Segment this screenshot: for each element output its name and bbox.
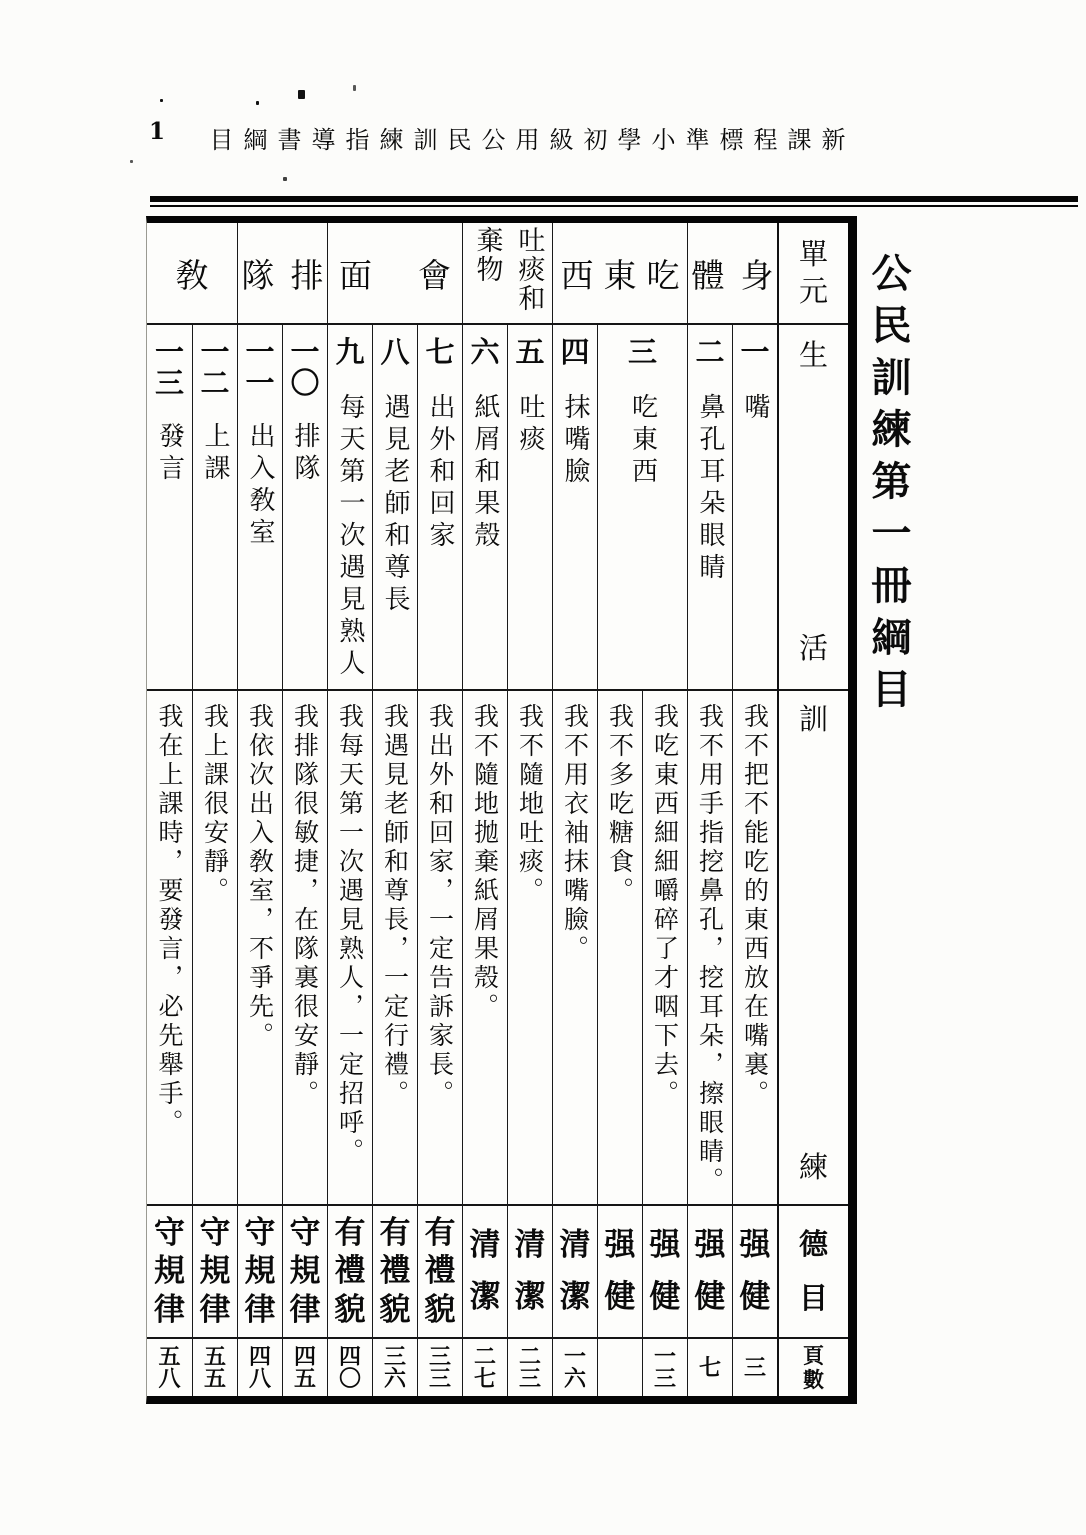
- rule-thin-line: [150, 205, 1078, 207]
- scan-speck: [160, 99, 163, 102]
- running-head: 新 課 程 標 準 小 學 初 級 用 公 民 訓 練 指 導 書 綱 目: [209, 126, 846, 154]
- statement-cell: [553, 691, 597, 1206]
- unit-header-eating: [552, 223, 687, 323]
- page-number: 二 三: [518, 1343, 541, 1392]
- item-column-7: [417, 325, 462, 1396]
- unit-header-band: [147, 223, 777, 325]
- item-number: 三: [627, 335, 657, 369]
- page-number: 四 五: [293, 1343, 316, 1392]
- unit-name: 吃 東 西: [560, 255, 680, 295]
- page-number: 五 五: [203, 1343, 226, 1392]
- item-number: 六: [470, 335, 500, 369]
- page-number: 五 八: [158, 1343, 181, 1392]
- page-number: 一 三: [653, 1343, 676, 1392]
- page-number: 一 六: [563, 1343, 586, 1392]
- item-number: 一 三: [154, 335, 184, 401]
- statement-text: 我不把不能吃的東西放在嘴裏。: [740, 703, 770, 1109]
- item-column-8: [372, 325, 417, 1396]
- item-column-5: [507, 325, 552, 1396]
- statement-text: 我不多吃糖食。: [605, 703, 635, 906]
- statement-cell: [373, 691, 417, 1206]
- item-number: 一: [740, 335, 770, 369]
- unit-header-body: [687, 223, 777, 323]
- band-label-life: 生 活: [779, 325, 848, 691]
- page-number: 三 六: [383, 1343, 406, 1392]
- statement-text: 我不用衣袖抹嘴臉。: [560, 703, 590, 964]
- item-number: 四: [560, 335, 590, 369]
- item-cell: [328, 325, 372, 691]
- item-cell: [598, 325, 687, 691]
- statement-text: 我不隨地吐痰。: [515, 703, 545, 906]
- page-number: 三 三: [428, 1343, 451, 1392]
- statement-text: 我排隊很敏捷，在隊裏很安靜。: [290, 703, 320, 1109]
- item-number: 九: [335, 335, 365, 369]
- item-name: 嘴: [740, 393, 770, 425]
- virtue-label: 有 禮 貌: [373, 1206, 417, 1339]
- statement-text: 我不隨地拋棄紙屑果殼。: [470, 703, 500, 1022]
- virtue-label: 清 潔: [463, 1206, 507, 1339]
- header-rule: [150, 196, 1078, 207]
- item-column-9: [327, 325, 372, 1396]
- item-number: 一 二: [200, 335, 230, 401]
- statement-text: 我吃東西細細嚼碎了才咽下去。: [650, 703, 680, 1109]
- scan-speck: [353, 85, 356, 91]
- band-label-unit: 單 元: [779, 223, 848, 325]
- item-name: 遇見老師和尊長: [380, 393, 410, 617]
- folio-number: 1: [149, 118, 166, 145]
- item-column-12: [192, 325, 237, 1396]
- page-number: 二 七: [473, 1343, 496, 1392]
- item-name: 出入敎室: [245, 421, 275, 550]
- item-cell: [193, 325, 237, 691]
- item-name: 發言: [154, 421, 185, 486]
- table-items-area: [147, 223, 777, 1396]
- item-column-3: [597, 325, 687, 1396]
- statement-cell: [238, 691, 282, 1206]
- page-number: 七: [698, 1354, 721, 1381]
- item-cell: [147, 325, 192, 691]
- item-name: 鼻孔耳朵眼睛: [695, 393, 725, 585]
- unit-name: 身 體: [691, 255, 774, 295]
- statement-cell: [508, 691, 552, 1206]
- statement-text: 我每天第一次遇見熟人，一定招呼。: [335, 703, 365, 1167]
- statement-cell: [463, 691, 507, 1206]
- unit-name: 吐痰和棄物: [471, 226, 545, 313]
- item-number: 一 〇: [290, 335, 320, 401]
- item-name: 吐痰: [515, 393, 545, 457]
- scan-speck: [283, 177, 287, 181]
- rule-thick-line: [150, 196, 1078, 202]
- scan-speck: [256, 101, 259, 105]
- virtue-label: 强 健: [643, 1206, 687, 1339]
- unit-header-meeting: [327, 223, 462, 323]
- unit-name: 會 面: [339, 255, 451, 295]
- page-title: 公民訓練第一冊綱目: [865, 252, 912, 720]
- item-columns: [147, 325, 777, 1396]
- item-column-6: [462, 325, 507, 1396]
- band-label-virtue: 德 目: [779, 1206, 848, 1339]
- statement-cell: [598, 691, 642, 1206]
- item-number: 七: [425, 335, 455, 369]
- page-number: 四 〇: [338, 1343, 361, 1392]
- statement-text: 我在上課時，要發言，必先舉手。: [155, 703, 184, 1138]
- statement-text: 我遇見老師和尊長，一定行禮。: [380, 703, 410, 1109]
- statement-text: 我出外和回家，一定告訴家長。: [425, 703, 455, 1109]
- statement-cell: [688, 691, 732, 1206]
- page-number: 三: [743, 1354, 766, 1381]
- virtue-label: 强 健: [688, 1206, 732, 1339]
- statement-text: 我依次出入敎室，不爭先。: [245, 703, 275, 1051]
- virtue-label: 有 禮 貌: [328, 1206, 372, 1339]
- band-label-page: 頁 數: [803, 1343, 824, 1392]
- item-cell: [283, 325, 327, 691]
- statement-cell: [733, 691, 777, 1206]
- unit-header-spitting-littering: [462, 223, 552, 323]
- statement-cell: [283, 691, 327, 1206]
- virtue-label: 守 規 律: [193, 1206, 237, 1339]
- item-cell: [688, 325, 732, 691]
- statement-cell: [193, 691, 237, 1206]
- item-cell: [418, 325, 462, 691]
- virtue-label: 守 規 律: [238, 1206, 282, 1339]
- virtue-label: 守 規 律: [147, 1206, 192, 1339]
- statement-cell: [147, 691, 192, 1206]
- virtue-label: 清 潔: [553, 1206, 597, 1339]
- statement-cell: [418, 691, 462, 1206]
- band-label-training: 訓 練: [779, 691, 848, 1206]
- item-number: 一 一: [245, 335, 275, 401]
- item-column-13: [147, 325, 192, 1396]
- item-column-11: [237, 325, 282, 1396]
- item-name: 出外和回家: [425, 393, 455, 553]
- unit-name: 排 隊: [241, 255, 324, 295]
- statement-cell: [643, 691, 687, 1206]
- item-column-1: [732, 325, 777, 1396]
- page-number: 四 八: [248, 1343, 271, 1392]
- item-cell: [238, 325, 282, 691]
- item-name: 抹嘴臉: [560, 393, 590, 489]
- unit-name: 敎: [175, 255, 209, 295]
- item-cell: [733, 325, 777, 691]
- virtue-label: 守 規 律: [283, 1206, 327, 1339]
- item-number: 二: [695, 335, 725, 369]
- scan-speck: [130, 160, 133, 163]
- virtue-label: 强 健: [733, 1206, 777, 1339]
- table-header-column: [777, 223, 848, 1396]
- virtue-label: 清 潔: [508, 1206, 552, 1339]
- virtue-label: 有 禮 貌: [418, 1206, 462, 1339]
- unit-header-classroom: [147, 223, 237, 323]
- statement-text: 我上課很安靜。: [200, 703, 230, 906]
- item-number: 五: [515, 335, 545, 369]
- item-cell: [553, 325, 597, 691]
- page-number: [598, 1339, 642, 1396]
- statement-cell: [328, 691, 372, 1206]
- item-name: 排隊: [290, 421, 320, 486]
- outline-table: [146, 216, 857, 1404]
- item-name: 每天第一次遇見熟人: [335, 393, 365, 681]
- item-cell: [508, 325, 552, 691]
- item-name: 吃東西: [627, 393, 658, 489]
- item-column-2: [687, 325, 732, 1396]
- scan-speck: [298, 90, 305, 99]
- unit-header-queueing: [237, 223, 327, 323]
- item-number: 八: [380, 335, 410, 369]
- item-cell: [463, 325, 507, 691]
- item-column-10: [282, 325, 327, 1396]
- statement-text: 我不用手指挖鼻孔，挖耳朵，擦眼睛。: [695, 703, 725, 1196]
- item-name: 上課: [200, 421, 230, 486]
- item-name: 紙屑和果殼: [470, 393, 500, 553]
- virtue-label: 强 健: [598, 1206, 642, 1339]
- item-cell: [373, 325, 417, 691]
- item-column-4: [552, 325, 597, 1396]
